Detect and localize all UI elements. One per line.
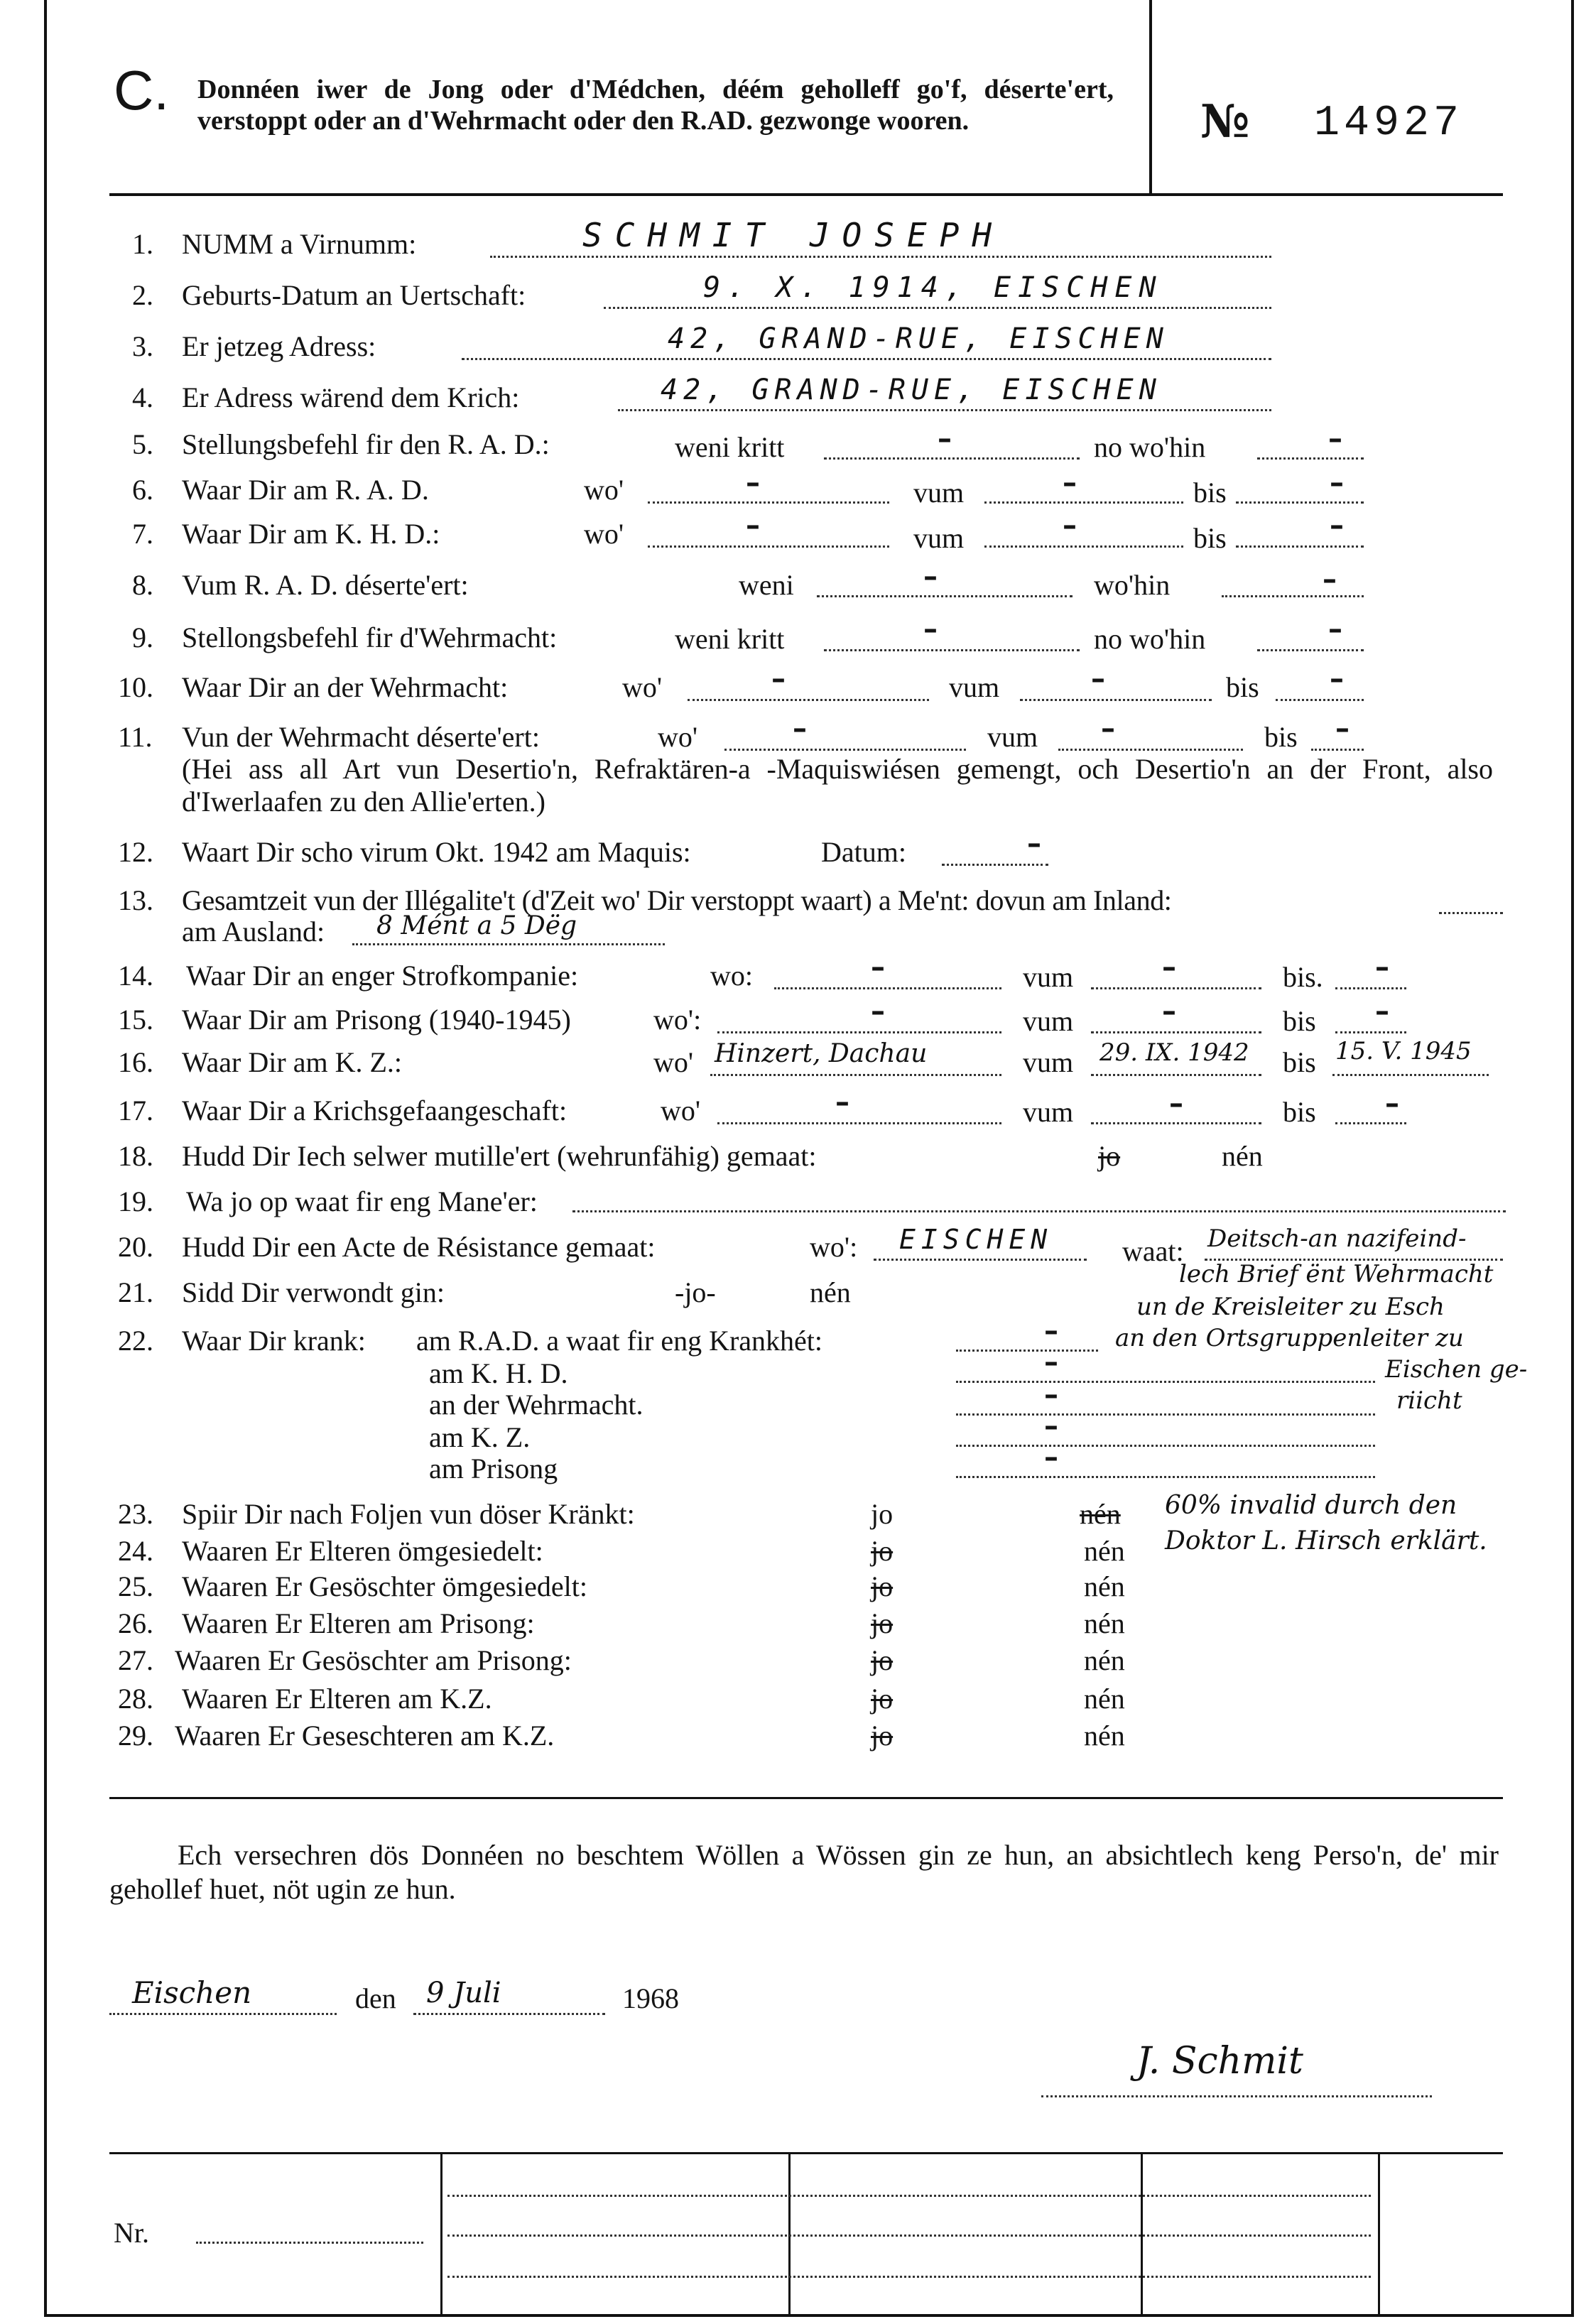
- q22-label: Waar Dir krank:: [182, 1325, 366, 1357]
- q21-number: 21.: [118, 1276, 153, 1308]
- nr-label: Nr.: [114, 2217, 149, 2249]
- q13-abroad-label: am Ausland:: [182, 916, 325, 947]
- q29-label: Waaren Er Geseschteren am K.Z.: [175, 1720, 555, 1752]
- signature-line: [1041, 2095, 1432, 2097]
- q26-label: Waaren Er Elteren am Prisong:: [182, 1607, 535, 1639]
- q18-number: 18.: [118, 1140, 153, 1172]
- q25-no: nén: [1084, 1570, 1125, 1602]
- q12-label: Waart Dir scho virum Okt. 1942 am Maquis:: [182, 836, 691, 868]
- q3-line: [462, 358, 1271, 360]
- q16-number: 16.: [118, 1046, 153, 1078]
- q16-where-line: [710, 1074, 1001, 1076]
- q20-note-line1: Deitsch-an nazifeind-: [1207, 1225, 1467, 1253]
- q15-label: Waar Dir am Prisong (1940-1945): [182, 1004, 571, 1036]
- q6-where-dash: –: [746, 467, 760, 499]
- q6-from-line: [984, 501, 1183, 504]
- nr-line: [196, 2242, 423, 2244]
- q9-when-line: [824, 649, 1080, 651]
- q15-to-label: bis: [1283, 1005, 1316, 1037]
- q6-where-line: [648, 501, 889, 504]
- q12-date-label: Datum:: [821, 836, 906, 868]
- number-symbol: №: [1200, 95, 1250, 148]
- q11-number: 11.: [118, 721, 153, 753]
- q14-where-label: wo:: [710, 960, 753, 992]
- q12-date-dash: –: [1027, 827, 1041, 860]
- outer-border-bottom: [44, 2314, 1574, 2317]
- q16-from-line: [1091, 1074, 1261, 1076]
- q10-from-dash: –: [1091, 663, 1105, 695]
- q11-from-label: vum: [987, 721, 1038, 753]
- q22-dash-kz: –: [1044, 1410, 1058, 1443]
- bottom-table-row1: [447, 2195, 1371, 2197]
- q14-to-dash: –: [1375, 951, 1389, 984]
- q22-line-wehrmacht: [956, 1413, 1375, 1416]
- q10-where-dash: –: [771, 663, 786, 695]
- q7-to-dash: –: [1330, 509, 1344, 542]
- place-handwritten: Eischen: [132, 1975, 252, 2010]
- q8-where-line: [1222, 595, 1364, 597]
- q7-from-dash: –: [1063, 509, 1077, 542]
- q17-to-label: bis: [1283, 1096, 1316, 1128]
- q6-to-line: [1236, 501, 1364, 504]
- q11-where-dash: –: [793, 712, 807, 745]
- q9-when-dash: –: [923, 613, 938, 646]
- q11-from-dash: –: [1101, 712, 1115, 745]
- q10-to-line: [1276, 699, 1364, 701]
- q17-from-dash: –: [1169, 1087, 1183, 1120]
- form-title: Donnéen iwer de Jong oder d'Médchen, déém geholleff go'f, déserte'ert, verstoppt oder an d'Wehrmacht oder den R.AD. gezwonge wooren.: [197, 75, 1114, 136]
- q7-where-line: [648, 545, 889, 548]
- q3-number: 3.: [132, 330, 153, 362]
- q6-number: 6.: [132, 474, 153, 506]
- q13-inland-line: [1439, 912, 1503, 914]
- q9-where-line: [1257, 649, 1364, 651]
- q20-note-line6: riicht: [1396, 1386, 1462, 1415]
- q4-number: 4.: [132, 381, 153, 413]
- q2-answer: 9. X. 1914, EISCHEN: [703, 271, 1163, 304]
- q9-where-label: no wo'hin: [1094, 623, 1206, 655]
- q1-number: 1.: [132, 228, 153, 260]
- q25-yes: jo: [871, 1570, 894, 1602]
- q22-dash-prisong: –: [1044, 1441, 1058, 1474]
- q13-abroad-answer: 8 Mént a 5 Dëg: [376, 911, 577, 940]
- q20-note-line3: un de Kreisleiter zu Esch: [1136, 1293, 1445, 1321]
- q29-no: nén: [1084, 1720, 1125, 1752]
- q14-to-line: [1335, 987, 1406, 989]
- q19-line: [572, 1210, 1506, 1212]
- q29-number: 29.: [118, 1720, 153, 1752]
- q12-date-line: [942, 864, 1048, 866]
- q8-when-line: [817, 595, 1073, 597]
- q7-label: Waar Dir am K. H. D.:: [182, 518, 440, 550]
- q23-no: nén: [1080, 1498, 1121, 1530]
- q6-where-label: wo': [584, 474, 624, 506]
- bottom-table-row3: [447, 2276, 1371, 2278]
- q8-where-label: wo'hin: [1094, 569, 1171, 601]
- q14-to-label: bis.: [1283, 961, 1323, 993]
- q15-from-label: vum: [1023, 1005, 1074, 1037]
- q18-no: nén: [1222, 1140, 1263, 1172]
- q8-where-dash: –: [1323, 563, 1337, 596]
- q20-where-answer: EISCHEN: [899, 1224, 1053, 1255]
- q26-no: nén: [1084, 1607, 1125, 1639]
- q17-where-line: [717, 1122, 1001, 1124]
- q2-label: Geburts-Datum an Uertschaft:: [182, 279, 526, 311]
- q1-line: [490, 256, 1271, 258]
- q17-where-label: wo': [661, 1095, 701, 1126]
- q28-number: 28.: [118, 1683, 153, 1715]
- q9-label: Stellongsbefehl fir d'Wehrmacht:: [182, 621, 558, 653]
- q16-where-label: wo': [653, 1046, 694, 1078]
- q7-from-label: vum: [913, 522, 965, 554]
- q3-answer: 42, GRAND-RUE, EISCHEN: [668, 322, 1169, 355]
- q4-answer: 42, GRAND-RUE, EISCHEN: [661, 374, 1162, 406]
- q23-note-line1: 60% invalid durch den: [1165, 1491, 1457, 1520]
- q24-label: Waaren Er Elteren ömgesiedelt:: [182, 1535, 543, 1567]
- q28-no: nén: [1084, 1683, 1125, 1715]
- q15-where-line: [717, 1031, 1001, 1033]
- q5-when-line: [824, 457, 1080, 460]
- q5-where-dash: –: [1328, 423, 1342, 455]
- q22-number: 22.: [118, 1325, 153, 1357]
- q22-sub-rad: am R.A.D. a waat fir eng Krankhét:: [416, 1325, 823, 1357]
- q20-where-line: [874, 1259, 1087, 1261]
- q22-sub-prisong: am Prisong: [429, 1452, 558, 1484]
- q22-line-rad: [956, 1350, 1098, 1352]
- q22-dash-khd: –: [1044, 1346, 1058, 1379]
- q7-from-line: [984, 545, 1183, 548]
- q15-to-line: [1335, 1031, 1406, 1033]
- q5-where-label: no wo'hin: [1094, 431, 1206, 463]
- outer-border-left: [44, 0, 47, 2317]
- q15-to-dash: –: [1375, 995, 1389, 1028]
- date-year: 1968: [622, 1982, 679, 2014]
- q4-label: Er Adress wärend dem Krich:: [182, 381, 520, 413]
- q2-number: 2.: [132, 279, 153, 311]
- q5-when-label: weni kritt: [675, 431, 785, 463]
- q20-note-line5: Eischen ge-: [1385, 1355, 1528, 1384]
- q6-to-dash: –: [1330, 467, 1344, 499]
- q16-from-label: vum: [1023, 1046, 1074, 1078]
- q9-number: 9.: [132, 621, 153, 653]
- q6-label: Waar Dir am R. A. D.: [182, 474, 429, 506]
- q22-dash-wehrmacht: –: [1044, 1379, 1058, 1411]
- q23-label: Spiir Dir nach Foljen vun döser Kränkt:: [182, 1498, 635, 1530]
- q14-label: Waar Dir an enger Strofkompanie:: [186, 960, 579, 992]
- q27-yes: jo: [871, 1644, 894, 1676]
- q5-when-dash: –: [938, 423, 952, 455]
- q7-to-label: bis: [1193, 522, 1227, 554]
- q15-number: 15.: [118, 1004, 153, 1036]
- place-line: [109, 2013, 337, 2015]
- q20-where-label: wo':: [810, 1231, 858, 1263]
- q26-yes: jo: [871, 1607, 894, 1639]
- q10-from-label: vum: [949, 671, 1000, 703]
- q12-number: 12.: [118, 836, 153, 868]
- q1-answer: SCHMIT JOSEPH: [582, 216, 1005, 254]
- q20-label: Hudd Dir een Acte de Résistance gemaat:: [182, 1231, 656, 1263]
- q14-where-dash: –: [871, 951, 885, 984]
- q6-from-label: vum: [913, 477, 965, 509]
- declaration-text: Ech versechren dös Donnéen no beschtem Wöllen a Wössen gin ze hun, an absichtlech keng Perso'n, de' mir gehollef huet, nöt ugin ze hun.: [109, 1839, 1499, 1905]
- date-line: [413, 2013, 605, 2015]
- q28-label: Waaren Er Elteren am K.Z.: [182, 1683, 492, 1715]
- q1-label: NUMM a Virnumm:: [182, 228, 417, 260]
- q27-label: Waaren Er Gesöschter am Prisong:: [175, 1644, 572, 1676]
- q15-from-line: [1091, 1031, 1261, 1033]
- q9-when-label: weni kritt: [675, 623, 785, 655]
- q15-where-dash: –: [871, 995, 885, 1028]
- q22-line-khd: [956, 1381, 1375, 1383]
- q10-from-line: [1020, 699, 1212, 701]
- q23-yes: jo: [871, 1498, 894, 1530]
- q11-label: Vun der Wehrmacht déserte'ert:: [182, 721, 540, 753]
- q26-number: 26.: [118, 1607, 153, 1639]
- date-handwritten: 9 Juli: [426, 1977, 501, 2009]
- q11-where-label: wo': [658, 721, 698, 753]
- q22-sub-khd: am K. H. D.: [429, 1357, 568, 1389]
- bottom-table-col3: [1141, 2152, 1143, 2315]
- q7-where-label: wo': [584, 518, 624, 550]
- q16-where-answer: Hinzert, Dachau: [715, 1039, 928, 1068]
- bottom-table-col2: [788, 2152, 791, 2315]
- q13-number: 13.: [118, 884, 153, 916]
- date-den-label: den: [355, 1982, 396, 2014]
- q9-where-dash: –: [1328, 613, 1342, 646]
- q7-number: 7.: [132, 518, 153, 550]
- q8-when-dash: –: [923, 560, 938, 593]
- q23-number: 23.: [118, 1498, 153, 1530]
- q25-number: 25.: [118, 1570, 153, 1602]
- q5-label: Stellungsbefehl fir den R. A. D.:: [182, 428, 550, 460]
- q13-label: Gesamtzeit vun der Illégalite't (d'Zeit wo' Dir verstoppt waart) a Me'nt: dovun am Inland:: [182, 884, 1172, 916]
- header-bottom-rule: [109, 193, 1503, 196]
- q10-where-line: [688, 699, 929, 701]
- q22-sub-kz: am K. Z.: [429, 1421, 531, 1453]
- q6-from-dash: –: [1063, 467, 1077, 499]
- q21-yes: -jo-: [675, 1276, 716, 1308]
- bottom-table-col4: [1378, 2152, 1380, 2315]
- form-number: 14927: [1314, 99, 1464, 148]
- q27-no: nén: [1084, 1644, 1125, 1676]
- q17-number: 17.: [118, 1095, 153, 1126]
- q20-what-label: waat:: [1122, 1235, 1184, 1267]
- q15-from-dash: –: [1162, 995, 1176, 1028]
- q10-number: 10.: [118, 671, 153, 703]
- q11-note: (Hei ass all Art vun Desertio'n, Refraktären-a -Maquiswiésen gemengt, och Desertio'n an der Front, also d'Iwerlaafen zu den Allie'erten.): [182, 753, 1493, 818]
- q14-from-dash: –: [1162, 951, 1176, 984]
- q11-to-line: [1311, 749, 1364, 751]
- q16-to-line: [1332, 1074, 1489, 1076]
- q20-note-line4: an den Ortsgruppenleiter zu: [1115, 1324, 1464, 1352]
- q22-line-kz: [956, 1445, 1375, 1447]
- q17-where-dash: –: [835, 1086, 849, 1119]
- q14-from-label: vum: [1023, 961, 1074, 993]
- q17-to-dash: –: [1385, 1087, 1399, 1120]
- section-letter: C.: [114, 59, 169, 121]
- q24-no: nén: [1084, 1535, 1125, 1567]
- q18-yes: jo: [1098, 1140, 1121, 1172]
- q22-dash-rad: –: [1044, 1315, 1058, 1347]
- q17-to-line: [1335, 1122, 1406, 1124]
- q16-label: Waar Dir am K. Z.:: [182, 1046, 402, 1078]
- q22-line-prisong: [956, 1476, 1375, 1478]
- q7-where-dash: –: [746, 509, 760, 542]
- q11-to-label: bis: [1264, 721, 1298, 753]
- q19-label: Wa jo op waat fir eng Mane'er:: [186, 1185, 538, 1217]
- q2-line: [604, 307, 1271, 309]
- q14-number: 14.: [118, 960, 153, 992]
- q11-to-dash: –: [1335, 712, 1350, 745]
- q16-to-answer: 15. V. 1945: [1335, 1037, 1472, 1065]
- q3-label: Er jetzeg Adress:: [182, 330, 376, 362]
- q25-label: Waaren Er Gesöschter ömgesiedelt:: [182, 1570, 587, 1602]
- q16-to-label: bis: [1283, 1046, 1316, 1078]
- q10-to-label: bis: [1226, 671, 1259, 703]
- q21-no: nén: [810, 1276, 851, 1308]
- q17-from-label: vum: [1023, 1096, 1074, 1128]
- q20-note-line2: lech Brief ënt Wehrmacht: [1179, 1260, 1494, 1288]
- q27-number: 27.: [118, 1644, 153, 1676]
- q17-from-line: [1091, 1122, 1261, 1124]
- q17-label: Waar Dir a Krichsgefaangeschaft:: [182, 1095, 568, 1126]
- q13-abroad-line: [352, 943, 665, 945]
- declaration-rule: [109, 1797, 1503, 1799]
- q22-sub-wehrmacht: an der Wehrmacht.: [429, 1389, 644, 1421]
- q18-label: Hudd Dir Iech selwer mutille'ert (wehrunfähig) gemaat:: [182, 1140, 817, 1172]
- q14-where-line: [774, 987, 1001, 989]
- q8-label: Vum R. A. D. déserte'ert:: [182, 569, 469, 601]
- q21-label: Sidd Dir verwondt gin:: [182, 1276, 445, 1308]
- q6-to-label: bis: [1193, 477, 1227, 509]
- q4-line: [618, 409, 1271, 411]
- q11-where-line: [724, 749, 966, 751]
- q5-number: 5.: [132, 428, 153, 460]
- q19-number: 19.: [118, 1185, 153, 1217]
- bottom-table-col1: [440, 2152, 442, 2315]
- header-divider: [1149, 0, 1152, 193]
- q10-where-label: wo': [622, 671, 663, 703]
- q10-to-dash: –: [1330, 663, 1344, 695]
- q8-number: 8.: [132, 569, 153, 601]
- q23-note-line2: Doktor L. Hirsch erklärt.: [1165, 1526, 1487, 1555]
- signature: J. Schmit: [1136, 2040, 1303, 2083]
- bottom-table-top: [109, 2152, 1503, 2154]
- q8-when-label: weni: [739, 569, 794, 601]
- outer-border-right: [1571, 0, 1574, 2317]
- q11-from-line: [1058, 749, 1243, 751]
- q16-from-answer: 29. IX. 1942: [1099, 1038, 1249, 1067]
- bottom-table-row2: [447, 2235, 1371, 2237]
- q29-yes: jo: [871, 1720, 894, 1752]
- q15-where-label: wo':: [653, 1004, 702, 1036]
- q7-to-line: [1236, 545, 1364, 548]
- q24-yes: jo: [871, 1535, 894, 1567]
- q14-from-line: [1091, 987, 1261, 989]
- q28-yes: jo: [871, 1683, 894, 1715]
- q5-where-line: [1257, 457, 1364, 460]
- q24-number: 24.: [118, 1535, 153, 1567]
- q20-number: 20.: [118, 1231, 153, 1263]
- q10-label: Waar Dir an der Wehrmacht:: [182, 671, 509, 703]
